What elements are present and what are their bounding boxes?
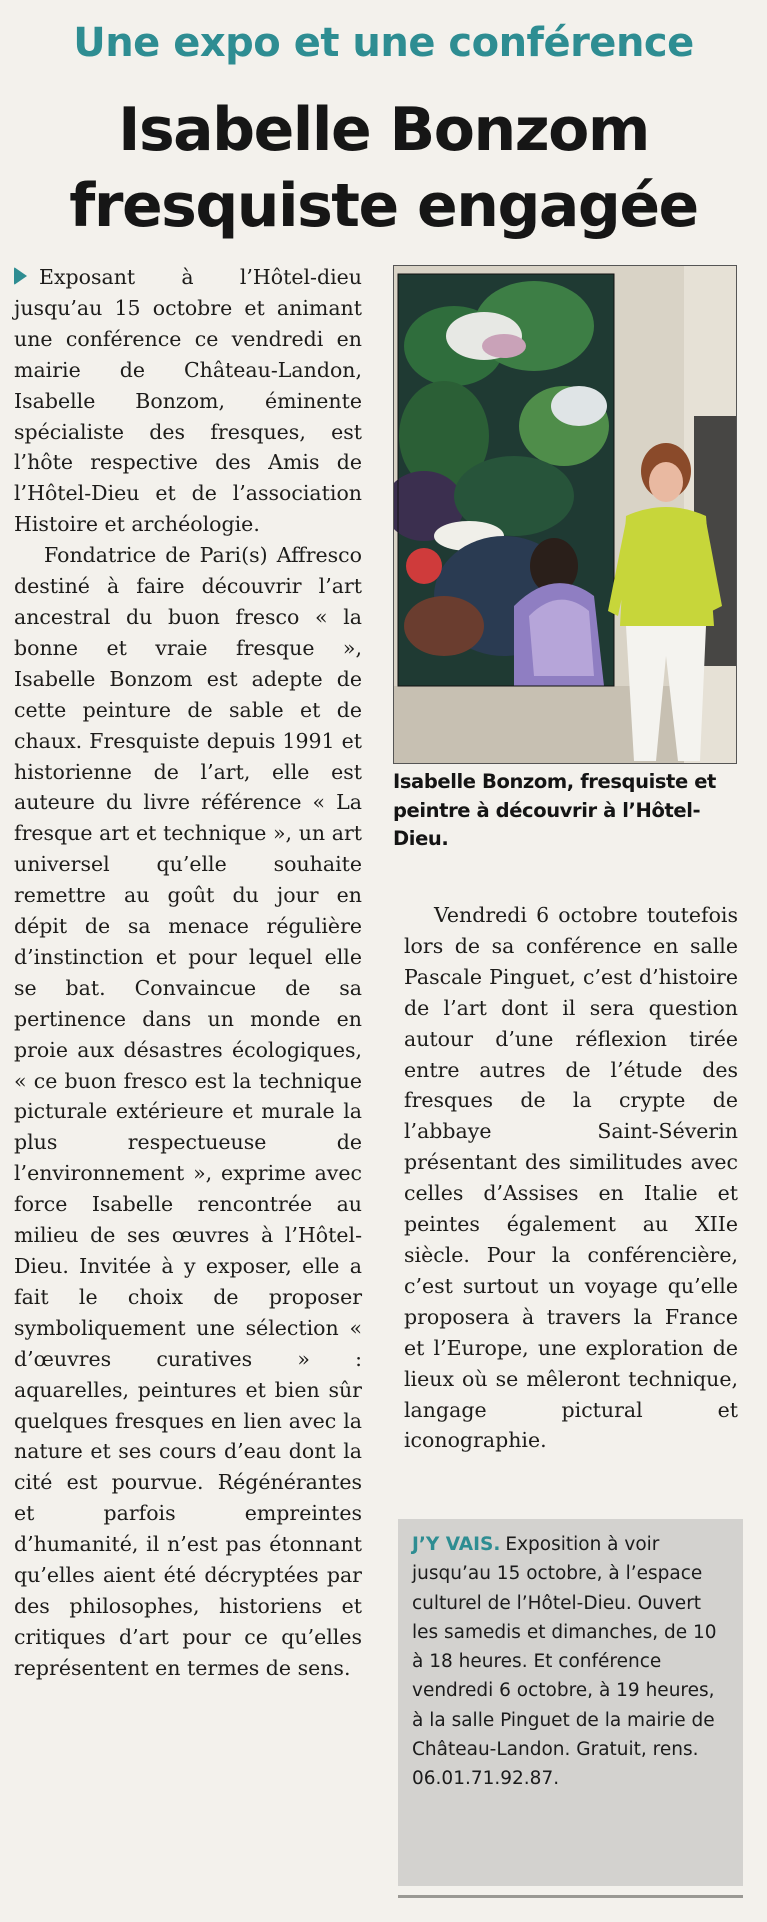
left-paragraph-2: Fondatrice de Pari(s) Affresco destiné à faire découvrir l’art ancestral du buon fresco « la bonne et vraie fresque », Isabelle Bonzom est adepte de cette peinture de sable et de chaux. Fresquiste depuis 1991 et historienne de l’art, elle est auteure du livre référence « La fresque art et technique », un art universel qu’elle souhaite remettre au goût du jour en dépit de sa menace régulière d’instinction et pour lequel elle se bat. Convaincue de sa pertinence dans un monde en proie aux désastres écologiques, « ce buon fresco est la technique picturale extérieure et murale la plus respectueuse de l’environnement », exprime avec force Isabelle rencontrée au milieu de ses œuvres à l’Hôtel-Dieu. Invitée à y exposer, elle a fait le choix de proposer symboliquement une sélection « d’œuvres curatives » : aquarelles, peintures et bien sûr quelques fresques en lien avec la nature et ses cours d’eau dont la cité est pourvue. Régénérantes et parfois empreintes d’humanité, il n’est pas étonnant qu’elles aient été décryptées par des philosophes, historiens et critiques d’art pour ce qu’elles représentent en termes de sens. xyxy=(14,543,362,1680)
fresco-painting xyxy=(394,274,614,686)
headline-line-2: fresquiste engagée xyxy=(69,171,698,241)
info-box-label: J’Y VAIS. xyxy=(412,1534,501,1555)
paragraph-marker-icon xyxy=(14,267,27,285)
headline-line-1: Isabelle Bonzom xyxy=(118,95,649,165)
info-box xyxy=(398,1519,743,1886)
article-headline xyxy=(0,92,767,244)
left-paragraph-1 xyxy=(14,262,362,540)
info-box-text: Exposition à voir jusqu’au 15 octobre, à l’espace culturel de l’Hôtel-Dieu. Ouvert les samedis et dimanches, de 10 à 18 heures. Et conférence vendredi 6 octobre, à 19 heures, à la salle Pinguet de la mairie de Château-Landon. Gratuit, rens. 06.01.71.92.87. xyxy=(412,1534,717,1790)
right-column xyxy=(404,900,738,1456)
photo-illustration xyxy=(394,266,736,763)
info-box-paragraph xyxy=(412,1530,729,1794)
right-paragraph-1: Vendredi 6 octobre toutefois lors de sa conférence en salle Pascale Pinguet, c’est d’histoire de l’art dont il sera question autour d’une réflexion tirée entre autres de l’étude des fresques de la crypte de l’abbaye Saint-Séverin présentant des similitudes avec celles d’Assises en Italie et peintes également au XIIe siècle. Pour la conférencière, c’est surtout un voyage qu’elle proposera à travers la France et l’Europe, une exploration de lieux où se mêleront technique, langage pictural et iconographie. xyxy=(404,903,738,1453)
left-column xyxy=(14,262,362,1684)
article-kicker: Une expo et une conférence xyxy=(73,20,694,66)
photo-caption: Isabelle Bonzom, fresquiste et peintre à découvrir à l’Hôtel-Dieu. xyxy=(393,770,716,850)
bottom-divider xyxy=(398,1895,743,1898)
left-paragraph-1-text: Exposant à l’Hôtel-dieu jusqu’au 15 octobre et animant une conférence ce vendredi en mairie de Château-Landon, Isabelle Bonzom, éminente spécialiste des fresques, est l’hôte respective des Amis de l’Hôtel-Dieu et de l’association Histoire et archéologie. xyxy=(14,265,362,537)
article-photo xyxy=(393,265,737,764)
